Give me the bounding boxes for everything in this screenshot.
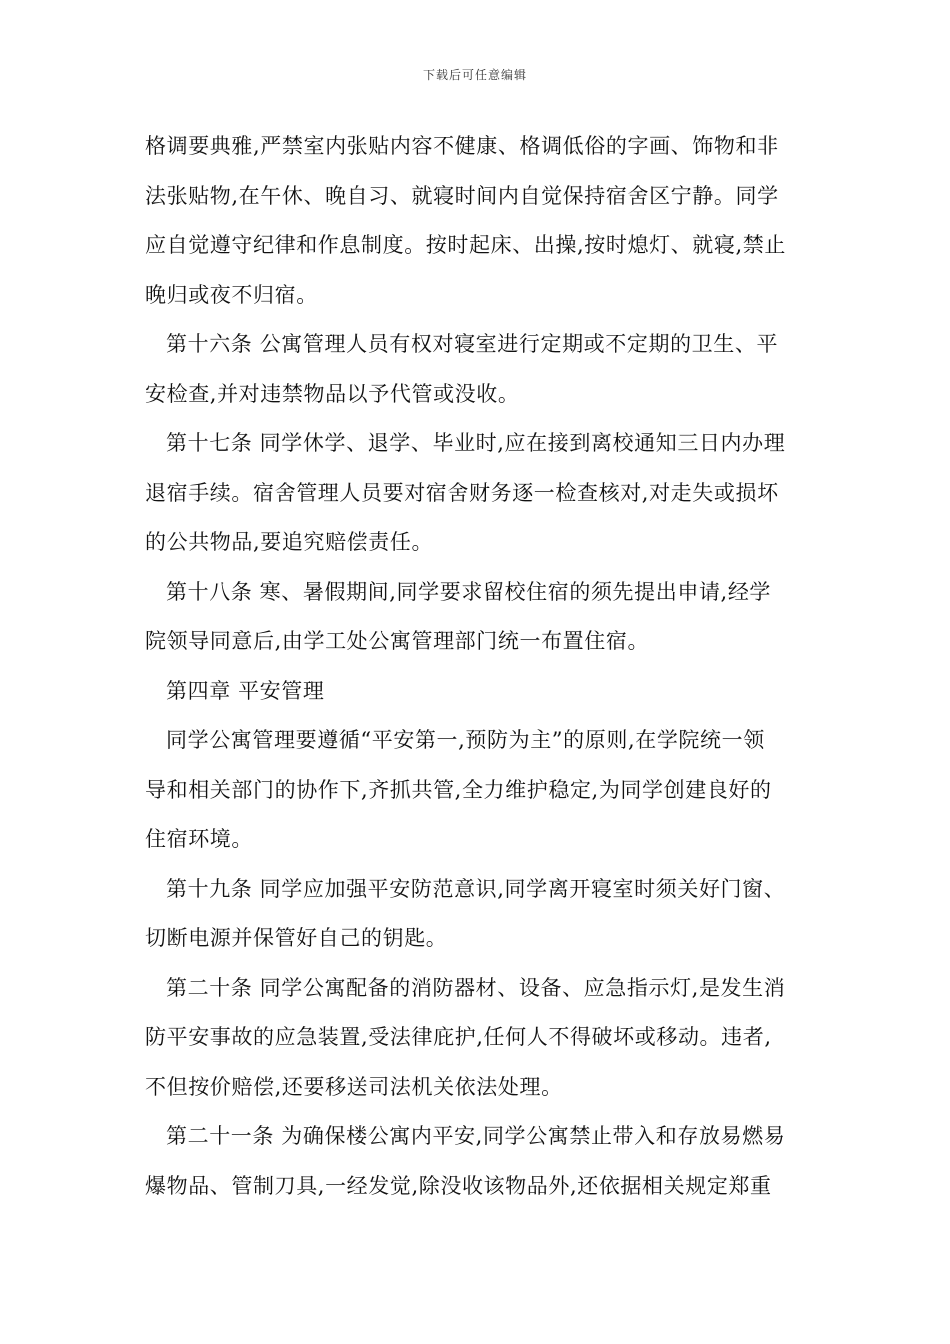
article-21-heading-line: 第二十一条 为确保楼公寓内平安,同学公寓禁止带入和存放易燃易 — [166, 1124, 786, 1148]
text-line: 切断电源并保管好自己的钥匙。 — [145, 926, 448, 950]
article-17-heading-line: 第十七条 同学休学、退学、毕业时,应在接到离校通知三日内办理 — [166, 431, 786, 455]
text-line: 安检查,并对违禁物品以予代管或没收。 — [145, 381, 520, 406]
text-line: 应自觉遵守纪律和作息制度。按时起床、出操,按时熄灯、就寝,禁止 — [145, 233, 786, 257]
text-line: 爆物品、管制刀具,一经发觉,除没收该物品外,还依据相关规定郑重 — [145, 1173, 772, 1198]
article-18-heading-line: 第十八条 寒、暑假期间,同学要求留校住宿的须先提出申请,经学 — [166, 579, 772, 604]
text-line: 住宿环境。 — [145, 827, 253, 851]
text-line: 晚归或夜不归宿。 — [145, 282, 318, 307]
text-line: 退宿手续。宿舍管理人员要对宿舍财务逐一检查核对,对走失或损坏 — [145, 480, 779, 505]
article-20-heading-line: 第二十条 同学公寓配备的消防器材、设备、应急指示灯,是发生消 — [166, 975, 786, 1000]
chapter-4-heading: 第四章 平安管理 — [166, 678, 325, 703]
text-line: 的公共物品,要追究赔偿责任。 — [145, 530, 434, 554]
text-line: 院领导同意后,由学工处公寓管理部门统一布置住宿。 — [145, 629, 650, 653]
text-line: 法张贴物,在午休、晚自习、就寝时间内自觉保持宿舍区宁静。同学 — [145, 183, 779, 208]
page-header: 下载后可任意编辑 — [422, 68, 527, 82]
article-19-heading-line: 第十九条 同学应加强平安防范意识,同学离开寝室时须关好门窗、 — [166, 876, 786, 901]
text-line: 格调要典雅,严禁室内张贴内容不健康、格调低俗的字画、饰物和非 — [145, 134, 779, 158]
text-line: 同学公寓管理要遵循“平安第一,预防为主”的原则,在学院统一领 — [166, 728, 765, 752]
article-16-heading-line: 第十六条 公寓管理人员有权对寝室进行定期或不定期的卫生、平 — [166, 332, 779, 356]
text-line: 不但按价赔偿,还要移送司法机关依法处理。 — [145, 1074, 563, 1099]
text-line: 防平安事故的应急装置,受法律庇护,任何人不得破坏或移动。违者, — [145, 1025, 772, 1049]
text-line: 导和相关部门的协作下,齐抓共管,全力维护稳定,为同学创建良好的 — [145, 777, 772, 802]
document-body — [145, 122, 810, 1211]
